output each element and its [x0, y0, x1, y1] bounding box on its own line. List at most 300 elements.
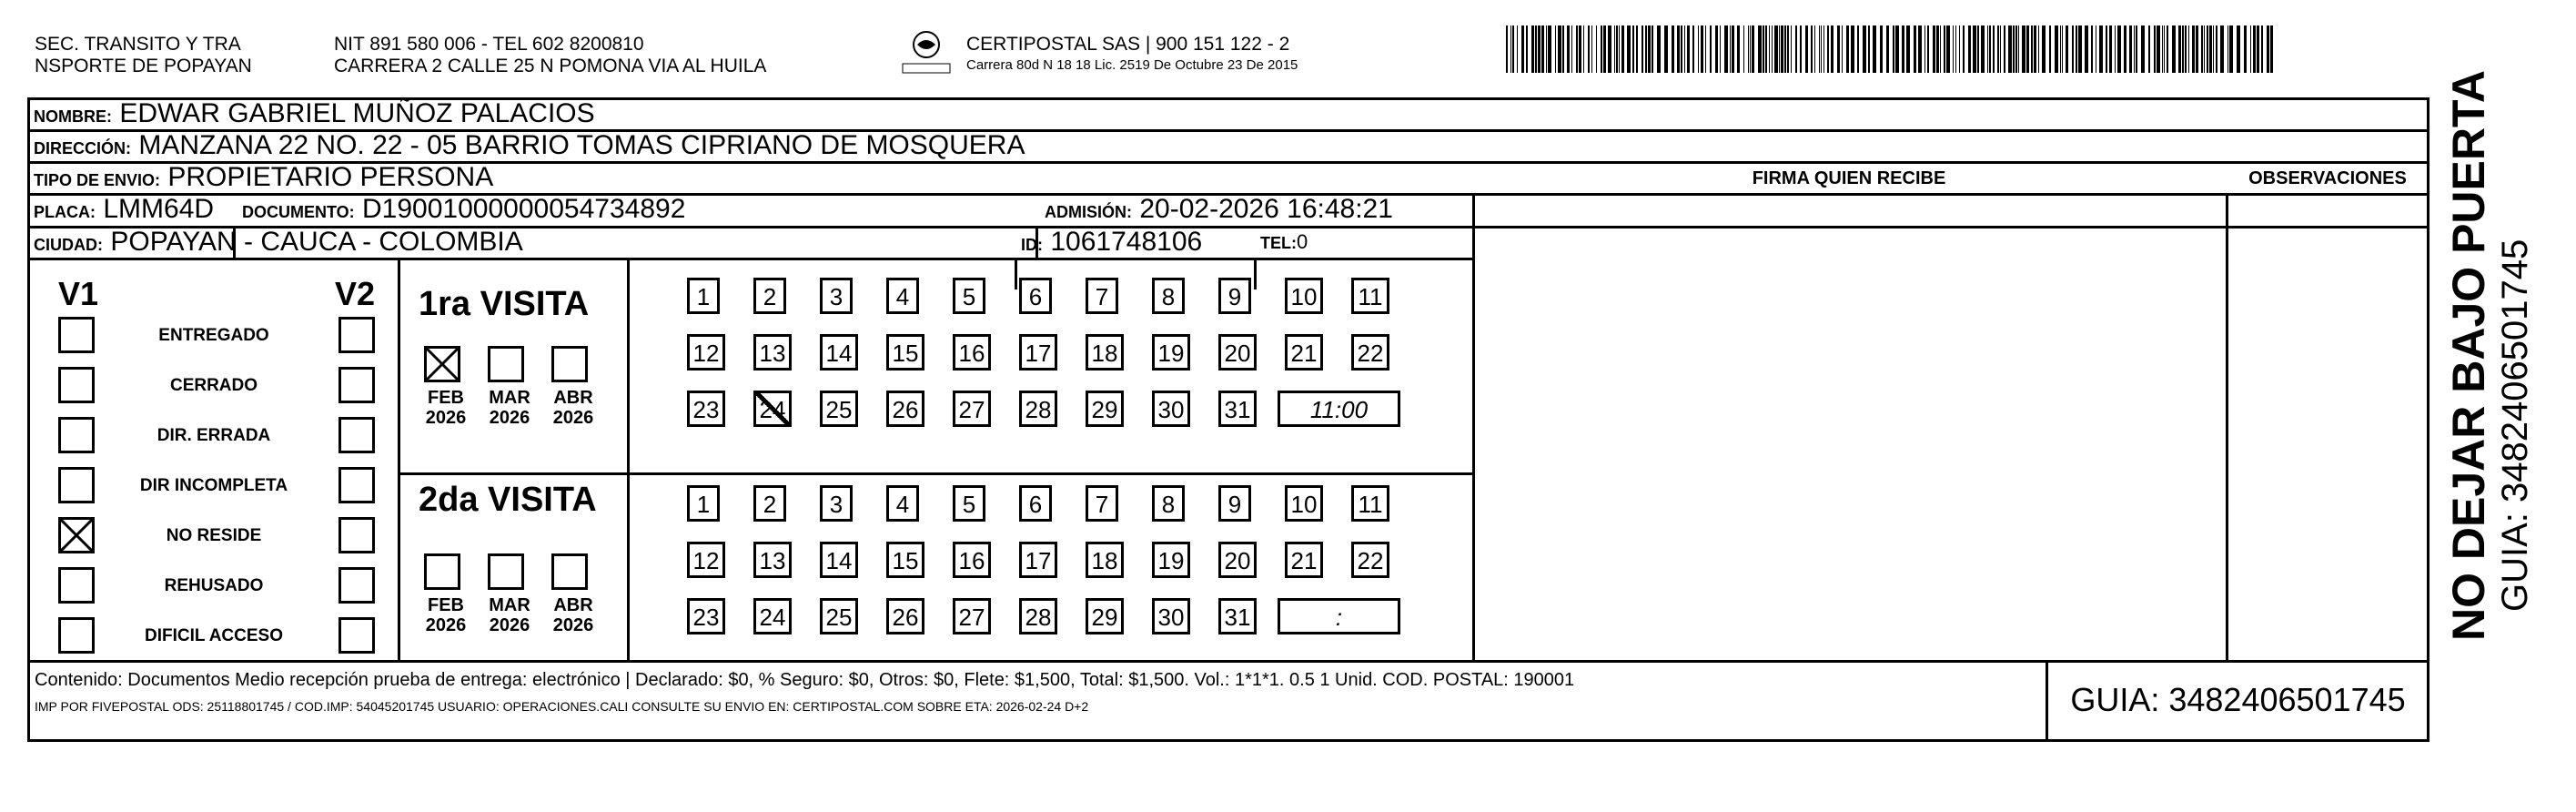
day-box-19[interactable]: 19	[1152, 542, 1190, 578]
day-box-14[interactable]: 14	[820, 542, 858, 578]
barcode-bar	[1645, 25, 1647, 73]
barcode-bar	[1632, 25, 1634, 73]
day-box-4[interactable]: 4	[886, 485, 919, 522]
v2-header: V2	[335, 275, 376, 312]
month-label: FEB	[428, 595, 464, 615]
status-checkbox-v1[interactable]	[58, 317, 95, 353]
barcode-bar	[1959, 25, 1960, 73]
status-checkbox-v1[interactable]	[58, 617, 95, 654]
day-box-15[interactable]: 15	[886, 542, 924, 578]
barcode-bar	[2015, 25, 2017, 73]
barcode-bar	[1827, 25, 1829, 73]
barcode-bar	[1893, 25, 1894, 73]
day-box-5[interactable]: 5	[953, 278, 985, 314]
barcode-bar	[1902, 25, 1904, 73]
barcode-bar	[1863, 25, 1866, 73]
barcode-bar	[2192, 25, 2195, 73]
no-under-door-notice: NO DEJAR BAJO PUERTA	[2443, 70, 2494, 641]
barcode-bar	[1857, 25, 1859, 73]
day-box-13[interactable]: 13	[753, 334, 792, 370]
day-box-11[interactable]: 11	[1351, 278, 1389, 314]
barcode-bar	[1672, 25, 1674, 73]
barcode-bar	[1567, 25, 1570, 73]
barcode-bar	[1769, 25, 1770, 73]
barcode-bar	[2034, 25, 2036, 73]
day-box-9[interactable]: 9	[1218, 278, 1251, 314]
day-box-22[interactable]: 22	[1351, 542, 1389, 578]
day-box-4[interactable]: 4	[886, 278, 919, 314]
barcode-bar	[2022, 25, 2025, 73]
barcode-bar	[1531, 25, 1534, 73]
day-box-31[interactable]: 31	[1218, 391, 1257, 427]
barcode-bar	[1906, 25, 1910, 73]
id-field	[1021, 227, 1202, 260]
barcode-bar	[1664, 25, 1668, 73]
status-label: DIR. ERRADA	[157, 426, 271, 445]
barcode-bar	[2078, 25, 2082, 73]
barcode-bar	[2066, 25, 2068, 73]
barcode-bar	[1684, 25, 1685, 73]
barcode	[1506, 25, 2279, 73]
company-address: Carrera 80d N 18 18 Lic. 2519 De Octubre 23 De 2015	[966, 57, 1298, 73]
barcode-bar	[2129, 25, 2132, 73]
day-box-8[interactable]: 8	[1152, 278, 1185, 314]
barcode-bar	[1819, 25, 1820, 73]
barcode-bar	[1538, 25, 1541, 73]
day-box-29[interactable]: 29	[1086, 598, 1124, 634]
plate-value: LMM64D	[103, 194, 215, 224]
barcode-bar	[1535, 25, 1537, 73]
barcode-bar	[1732, 25, 1734, 73]
barcode-bar	[1914, 25, 1916, 73]
barcode-bar	[2182, 25, 2184, 73]
barcode-bar	[2148, 25, 2150, 73]
barcode-bar	[1715, 25, 1718, 73]
barcode-bar	[1614, 25, 1615, 73]
barcode-bar	[1583, 25, 1584, 73]
barcode-bar	[1880, 25, 1883, 73]
barcode-bar	[2207, 25, 2208, 73]
status-checkbox-v1[interactable]	[58, 467, 95, 503]
barcode-bar	[1765, 25, 1767, 73]
barcode-bar	[1619, 25, 1620, 73]
footer-content: Contenido: Documentos Medio recepción prueba de entrega: electrónico | Declarado: $0, % Seguro: $0, Otros: $0, Flete: $1,500, Total: $1,500. Vol.: 1*1*1. 0.5 1 Unid. COD. POSTAL: 190001	[35, 670, 1575, 690]
x-mark-icon	[58, 517, 95, 553]
status-checkbox-v2[interactable]	[338, 517, 375, 553]
barcode-bar	[2196, 25, 2198, 73]
barcode-bar	[1506, 25, 1508, 73]
barcode-bar	[2229, 25, 2233, 73]
barcode-bar	[1997, 25, 1999, 73]
barcode-bar	[2055, 25, 2058, 73]
day-box-23[interactable]: 23	[687, 598, 725, 634]
barcode-bar	[1779, 25, 1780, 73]
day-box-28[interactable]: 28	[1019, 391, 1057, 427]
barcode-bar	[1873, 25, 1876, 73]
barcode-bar	[1750, 25, 1751, 73]
city-value: POPAYAN - CAUCA - COLOMBIA	[110, 227, 523, 257]
barcode-bar	[2227, 25, 2228, 73]
status-checkbox-v2[interactable]	[338, 317, 375, 353]
barcode-bar	[1621, 25, 1624, 73]
status-label: NO RESIDE	[166, 526, 262, 545]
company-logo	[899, 29, 954, 80]
barcode-bar	[1895, 25, 1899, 73]
day-box-25[interactable]: 25	[820, 391, 858, 427]
barcode-bar	[2261, 25, 2263, 73]
barcode-bar	[2060, 25, 2061, 73]
year-label: 2026	[489, 615, 530, 635]
day-box-27[interactable]: 27	[953, 598, 991, 634]
day-box-14[interactable]: 14	[820, 334, 858, 370]
month-label: FEB	[428, 388, 464, 408]
barcode-bar	[1652, 25, 1653, 73]
barcode-bar	[1616, 25, 1618, 73]
day-box-11[interactable]: 11	[1351, 485, 1389, 522]
id-label: ID:	[1021, 236, 1043, 254]
status-checkbox-v2[interactable]	[338, 467, 375, 503]
barcode-bar	[2109, 25, 2112, 73]
barcode-bar	[1724, 25, 1728, 73]
day-box-15[interactable]: 15	[886, 334, 924, 370]
x-mark-icon	[424, 346, 460, 382]
day-box-26[interactable]: 26	[886, 598, 924, 634]
barcode-bar	[2188, 25, 2189, 73]
type-field	[34, 162, 493, 196]
v1-header: V1	[58, 275, 99, 312]
barcode-bar	[2237, 25, 2240, 73]
city-field	[34, 227, 523, 260]
month-checkbox-mar[interactable]	[488, 553, 524, 590]
barcode-bar	[2117, 25, 2121, 73]
status-checkbox-v1[interactable]	[58, 417, 95, 453]
day-box-18[interactable]: 18	[1086, 334, 1124, 370]
month-label: MAR	[489, 595, 530, 615]
month-checkbox-abr[interactable]	[551, 553, 588, 590]
name-field	[34, 98, 595, 132]
barcode-bar	[2178, 25, 2181, 73]
barcode-bar	[1555, 25, 1556, 73]
barcode-bar	[1868, 25, 1870, 73]
footer-print-info: IMP POR FIVEPOSTAL ODS: 25118801745 / COD.IMP: 54045201745 USUARIO: OPERACIONES.CALI CONSULTE SU ENVIO EN: CERTIPOSTAL.COM SOBRE ETA: 2026-02-24 D+2	[35, 699, 1089, 714]
day-box-26[interactable]: 26	[886, 391, 924, 427]
barcode-bar	[1993, 25, 1995, 73]
document-field	[242, 194, 685, 228]
barcode-bar	[1940, 25, 1941, 73]
barcode-bar	[1601, 25, 1602, 73]
day-box-29[interactable]: 29	[1086, 391, 1124, 427]
barcode-bar	[2115, 25, 2116, 73]
day-box-31[interactable]: 31	[1218, 598, 1257, 634]
barcode-bar	[2136, 25, 2137, 73]
barcode-bar	[1973, 25, 1976, 73]
status-label: DIR INCOMPLETA	[139, 476, 288, 495]
name-label: NOMBRE:	[34, 107, 112, 126]
day-box-8[interactable]: 8	[1152, 485, 1185, 522]
day-box-2[interactable]: 2	[753, 278, 786, 314]
barcode-bar	[1955, 25, 1956, 73]
month-label: ABR	[553, 595, 593, 615]
admission-value: 20-02-2026 16:48:21	[1139, 194, 1393, 224]
year-label: 2026	[425, 408, 467, 428]
day-box-9[interactable]: 9	[1218, 485, 1251, 522]
day-box-23[interactable]: 23	[687, 391, 725, 427]
barcode-bar	[1781, 25, 1783, 73]
barcode-bar	[2154, 25, 2156, 73]
barcode-bar	[2076, 25, 2077, 73]
barcode-bar	[1805, 25, 1808, 73]
day-box-30[interactable]: 30	[1152, 391, 1190, 427]
barcode-bar	[1953, 25, 1954, 73]
month-checkbox-abr[interactable]	[551, 346, 588, 382]
barcode-bar	[2253, 25, 2256, 73]
day-box-7[interactable]: 7	[1086, 278, 1118, 314]
day-box-19[interactable]: 19	[1152, 334, 1190, 370]
type-label: TIPO DE ENVIO:	[34, 171, 161, 189]
barcode-bar	[2008, 25, 2012, 73]
barcode-bar	[2042, 25, 2046, 73]
address-value: MANZANA 22 NO. 22 - 05 BARRIO TOMAS CIPRIANO DE MOSQUERA	[138, 130, 1025, 160]
barcode-bar	[1627, 25, 1631, 73]
day-box-16[interactable]: 16	[953, 334, 991, 370]
barcode-bar	[1823, 25, 1824, 73]
signature-header: FIRMA QUIEN RECIBE	[1752, 168, 1946, 188]
barcode-bar	[1648, 25, 1651, 73]
day-box-6[interactable]: 6	[1019, 485, 1052, 522]
barcode-bar	[1521, 25, 1524, 73]
barcode-bar	[1657, 25, 1661, 73]
day-box-30[interactable]: 30	[1152, 598, 1190, 634]
barcode-bar	[2164, 25, 2165, 73]
status-label: CERRADO	[169, 376, 258, 395]
barcode-bar	[1730, 25, 1731, 73]
day-box-20[interactable]: 20	[1218, 542, 1257, 578]
barcode-bar	[1546, 25, 1547, 73]
year-label: 2026	[552, 615, 594, 635]
barcode-bar	[1636, 25, 1638, 73]
barcode-bar	[1705, 25, 1706, 73]
barcode-bar	[1558, 25, 1561, 73]
type-value: PROPIETARIO PERSONA	[167, 162, 494, 192]
first-visit-title: 1ra VISITA	[419, 285, 590, 323]
barcode-bar	[2201, 25, 2203, 73]
name-value: EDWAR GABRIEL MUÑOZ PALACIOS	[119, 98, 595, 128]
status-checkbox-v2[interactable]	[338, 367, 375, 403]
status-checkbox-v1[interactable]	[58, 517, 95, 553]
barcode-bar	[1851, 25, 1854, 73]
visit-time-box[interactable]: :	[1278, 598, 1400, 634]
barcode-bar	[2213, 25, 2214, 73]
day-box-21[interactable]: 21	[1285, 334, 1323, 370]
day-box-25[interactable]: 25	[820, 598, 858, 634]
day-box-10[interactable]: 10	[1285, 278, 1323, 314]
document-label: DOCUMENTO:	[242, 203, 355, 221]
barcode-bar	[1791, 25, 1792, 73]
status-checkbox-v2[interactable]	[338, 617, 375, 654]
day-box-22[interactable]: 22	[1351, 334, 1389, 370]
day-box-12[interactable]: 12	[687, 542, 725, 578]
barcode-bar	[1946, 25, 1950, 73]
barcode-bar	[1677, 25, 1680, 73]
barcode-bar	[2220, 25, 2224, 73]
barcode-bar	[1800, 25, 1802, 73]
status-label: ENTREGADO	[158, 326, 269, 345]
barcode-bar	[1918, 25, 1922, 73]
barcode-bar	[2085, 25, 2088, 73]
day-box-28[interactable]: 28	[1019, 598, 1057, 634]
year-label: 2026	[489, 408, 530, 428]
company-line: CERTIPOSTAL SAS | 900 151 122 - 2	[966, 34, 1290, 55]
barcode-bar	[1963, 25, 1965, 73]
barcode-bar	[2038, 25, 2039, 73]
status-checkbox-v2[interactable]	[338, 567, 375, 604]
year-label: 2026	[425, 615, 467, 635]
year-label: 2026	[552, 408, 594, 428]
barcode-bar	[1681, 25, 1682, 73]
barcode-bar	[1748, 25, 1749, 73]
barcode-bar	[2185, 25, 2187, 73]
barcode-bar	[2049, 25, 2051, 73]
barcode-bar	[2072, 25, 2074, 73]
day-box-12[interactable]: 12	[687, 334, 725, 370]
barcode-bar	[2124, 25, 2126, 73]
day-box-5[interactable]: 5	[953, 485, 985, 522]
day-box-21[interactable]: 21	[1285, 542, 1323, 578]
barcode-bar	[1720, 25, 1721, 73]
barcode-bar	[2091, 25, 2093, 73]
barcode-bar	[1548, 25, 1551, 73]
barcode-bar	[1977, 25, 1979, 73]
day-box-24[interactable]: 24	[753, 598, 792, 634]
barcode-bar	[1758, 25, 1762, 73]
month-checkbox-feb[interactable]	[424, 553, 460, 590]
barcode-bar	[1517, 25, 1518, 73]
barcode-bar	[2031, 25, 2033, 73]
barcode-bar	[1837, 25, 1840, 73]
tel-label: TEL:	[1260, 234, 1297, 252]
day-box-1[interactable]: 1	[687, 278, 720, 314]
barcode-bar	[1512, 25, 1514, 73]
status-checkbox-v1[interactable]	[58, 367, 95, 403]
status-checkbox-v2[interactable]	[338, 417, 375, 453]
day-box-7[interactable]: 7	[1086, 485, 1118, 522]
barcode-bar	[2216, 25, 2217, 73]
side-guide: GUIA: 3482406501745	[2495, 239, 2535, 612]
barcode-bar	[2141, 25, 2145, 73]
barcode-bar	[2209, 25, 2212, 73]
barcode-bar	[2157, 25, 2160, 73]
barcode-bar	[1687, 25, 1690, 73]
day-box-13[interactable]: 13	[753, 542, 792, 578]
barcode-bar	[1936, 25, 1939, 73]
sender-line-2: NSPORTE DE POPAYAN	[35, 56, 252, 76]
day-box-2[interactable]: 2	[753, 485, 786, 522]
barcode-bar	[2018, 25, 2019, 73]
barcode-bar	[1510, 25, 1511, 73]
barcode-bar	[1846, 25, 1849, 73]
plate-field	[34, 194, 214, 228]
day-box-20[interactable]: 20	[1218, 334, 1257, 370]
address-label: DIRECCIÓN:	[34, 139, 131, 157]
barcode-bar	[1763, 25, 1764, 73]
barcode-bar	[1784, 25, 1786, 73]
barcode-bar	[1814, 25, 1815, 73]
barcode-bar	[1811, 25, 1813, 73]
barcode-bar	[1787, 25, 1789, 73]
barcode-bar	[1541, 25, 1544, 73]
admission-field	[1045, 194, 1393, 228]
day-box-17[interactable]: 17	[1019, 334, 1057, 370]
barcode-bar	[1743, 25, 1744, 73]
day-box-6[interactable]: 6	[1019, 278, 1052, 314]
month-label: MAR	[489, 388, 530, 408]
barcode-bar	[2134, 25, 2135, 73]
barcode-bar	[2162, 25, 2163, 73]
sender-line-1: SEC. TRANSITO Y TRA	[35, 34, 241, 55]
barcode-bar	[1821, 25, 1822, 73]
barcode-bar	[2172, 25, 2176, 73]
barcode-bar	[1698, 25, 1699, 73]
day-box-3[interactable]: 3	[820, 485, 853, 522]
barcode-bar	[1603, 25, 1606, 73]
barcode-bar	[1831, 25, 1834, 73]
barcode-bar	[1924, 25, 1925, 73]
status-label: REHUSADO	[164, 576, 264, 595]
barcode-bar	[2204, 25, 2205, 73]
day-box-3[interactable]: 3	[820, 278, 853, 314]
city-label: CIUDAD:	[34, 236, 103, 254]
barcode-bar	[1752, 25, 1754, 73]
barcode-bar	[1608, 25, 1611, 73]
day-box-27[interactable]: 27	[953, 391, 991, 427]
day-box-10[interactable]: 10	[1285, 485, 1323, 522]
barcode-bar	[2099, 25, 2103, 73]
tel-field	[1260, 227, 1308, 259]
month-checkbox-mar[interactable]	[488, 346, 524, 382]
barcode-bar	[1774, 25, 1778, 73]
barcode-bar	[1968, 25, 1971, 73]
barcode-bar	[1701, 25, 1703, 73]
address-field	[34, 130, 1025, 164]
tel-value: 0	[1297, 230, 1308, 253]
observations-header: OBSERVACIONES	[2248, 168, 2407, 188]
status-checkbox-v1[interactable]	[58, 567, 95, 604]
status-label: DIFICIL ACCESO	[144, 626, 283, 645]
day-box-17[interactable]: 17	[1019, 542, 1057, 578]
day-box-24[interactable]: 24	[753, 391, 792, 427]
day-box-1[interactable]: 1	[687, 485, 720, 522]
month-checkbox-feb[interactable]	[424, 346, 460, 382]
barcode-bar	[1579, 25, 1581, 73]
second-visit-title: 2da VISITA	[419, 481, 597, 519]
visit-time-box[interactable]: 11:00	[1278, 391, 1400, 427]
barcode-bar	[2270, 25, 2273, 73]
document-value: D19001000000054734892	[362, 194, 686, 224]
barcode-bar	[1562, 25, 1564, 73]
barcode-bar	[1591, 25, 1592, 73]
barcode-bar	[1987, 25, 1988, 73]
nit-line: NIT 891 580 006 - TEL 602 8200810	[334, 34, 644, 55]
barcode-bar	[1927, 25, 1929, 73]
barcode-bar	[2257, 25, 2259, 73]
barcode-bar	[2167, 25, 2168, 73]
id-value: 1061748106	[1050, 227, 1203, 257]
barcode-bar	[2004, 25, 2005, 73]
barcode-bar	[1571, 25, 1572, 73]
barcode-bar	[1692, 25, 1694, 73]
day-box-16[interactable]: 16	[953, 542, 991, 578]
day-box-18[interactable]: 18	[1086, 542, 1124, 578]
